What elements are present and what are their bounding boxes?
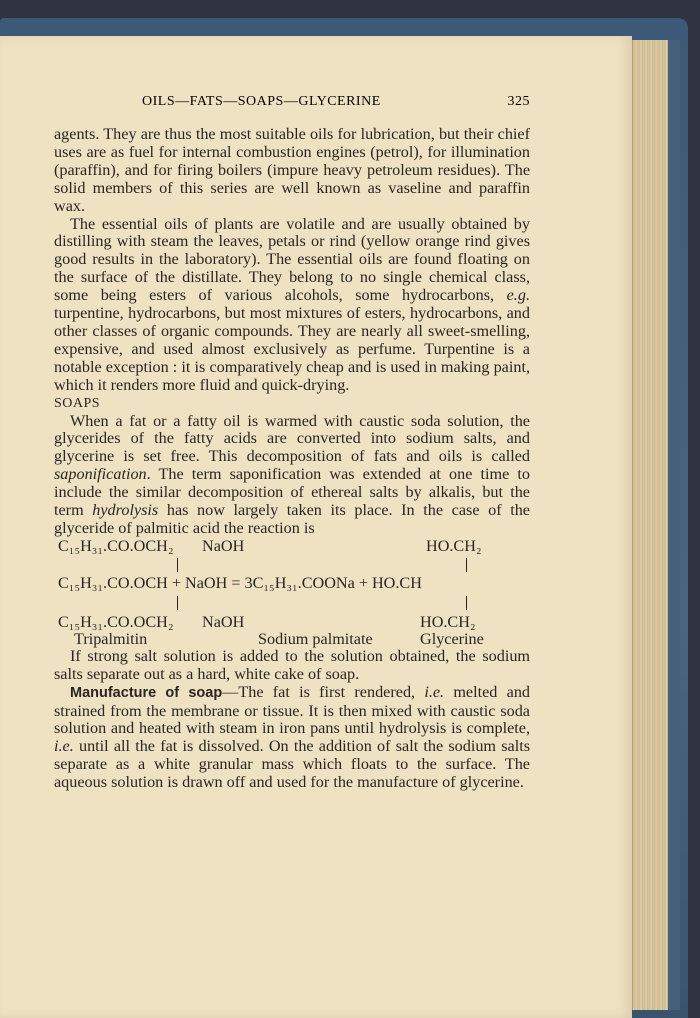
bond-line [466, 558, 467, 572]
eq-row1-naoh: NaOH [202, 536, 245, 555]
bond-line [177, 558, 178, 572]
eq-row1-left: C₁₅H₃₁.CO.OCH₂ [58, 536, 174, 555]
bond-line [466, 596, 467, 610]
paragraph-manufacture: Manufacture of soap—The fat is first rendered, i.e. melted and strained from the membrane or tissue. It is then mixed with caustic soda solution and heated with steam in iron pans until hydrolysis is complete, i.e. until all the fat is dissolved. On the addition of salt the sodium salts separate as a white granular mass which floats to the surface. The aqueous solution is drawn off and used for the manufacture of glycerine. [54, 682, 531, 792]
eq-row3-right: HO.CH₂ [420, 612, 476, 631]
chemical-equation [54, 538, 530, 648]
cover-edge [668, 40, 680, 1010]
paragraph-essential-oils: The essential oils of plants are volatile and are usually obtained by distilling with steam the leaves, petals or rind (yellow orange rind gives good results in the laboratory). The essential oils are found floating on the surface of the distillate. They belong to no single chemical class, some being esters of various alcohols, some hydrocarbons, e.g. turpentine, hydrocarbons, but most mixtures of esters, hydrocarbons, and other classes of organic compounds. They are nearly all sweet-smelling, expensive, and used almost exclusively as perfume. Turpentine is a notable exception : it is comparatively cheap and is used in making paint, which it renders more fluid and quick-drying. [54, 214, 530, 394]
running-header [54, 94, 530, 116]
bond-line [177, 596, 178, 610]
eq-row3-naoh: NaOH [202, 612, 245, 631]
paragraph-1: agents. They are thus the most suitable oils for lubrication, but their chief uses are as fuel for internal combustion engines (petrol), for illumination (paraffin), and for firing boilers (impure heavy petroleum residues). The solid members of this series are well known as vaseline and paraffin wax. [54, 125, 530, 215]
eq-row1-right: HO.CH₂ [426, 536, 482, 555]
compound-name-glycerine: Glycerine [420, 629, 484, 648]
paragraph-salt-solution: If strong salt solution is added to the solution obtained, the sodium salts separate out as a hard, white cake of soap. [54, 646, 530, 683]
running-title: OILS—FATS—SOAPS—GLYCERINE [142, 94, 381, 109]
compound-name-tripalmitin: Tripalmitin [74, 629, 148, 648]
subheading-manufacture-of-soap: Manufacture of soap [70, 684, 223, 701]
section-heading-soaps: SOAPS [54, 395, 101, 411]
page-edges [632, 40, 669, 1010]
compound-name-sodium-palmitate: Sodium palmitate [258, 629, 373, 648]
eq-row2: C₁₅H₃₁.CO.OCH + NaOH = 3C₁₅H₃₁.COONa + HO.CH [58, 573, 422, 592]
page-number: 325 [507, 94, 530, 109]
eq-row3-left: C₁₅H₃₁.CO.OCH₂ [58, 612, 174, 631]
page-body [54, 126, 530, 792]
paragraph-saponification: When a fat or a fatty oil is warmed with caustic soda solution, the glycerides of the fatty acids are converted into sodium salts, and glycerine is set free. This decomposition of fats and oils is called saponification. The term saponification was extended at one time to include the similar decomposition of ethereal salts by alkalis, but the term hydrolysis has now largely taken its place. In the case of the glyceride of palmitic acid the reaction is [54, 411, 530, 537]
